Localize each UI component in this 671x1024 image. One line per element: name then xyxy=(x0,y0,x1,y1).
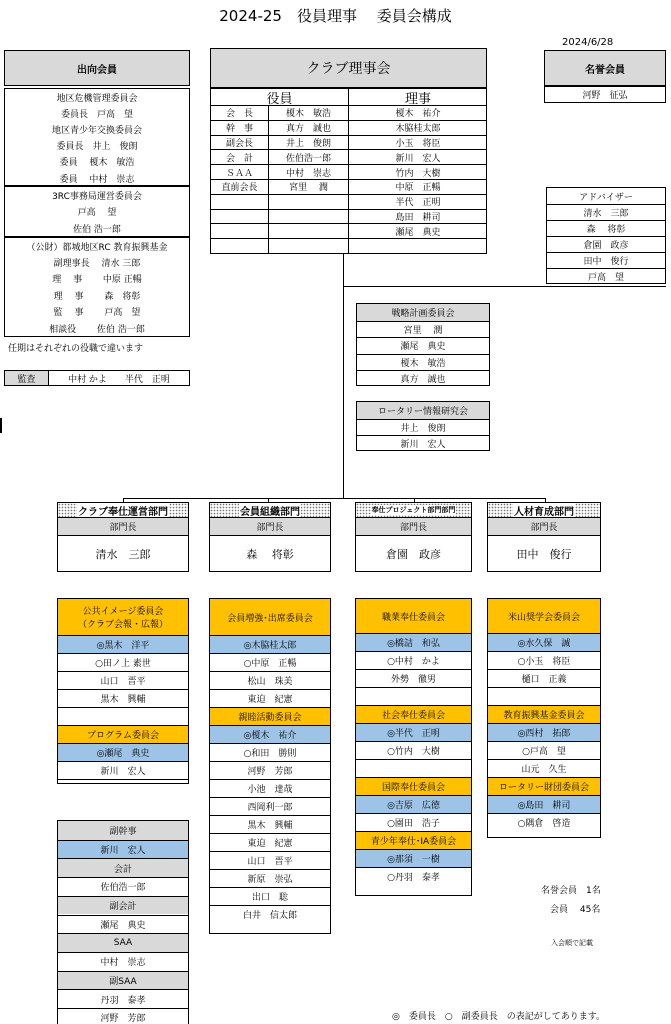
col4-box xyxy=(487,598,601,838)
col2-row-4 xyxy=(210,689,330,707)
col3-row-7 xyxy=(356,741,471,759)
shuko-g3-text-3: 理 事 森 将彰 xyxy=(53,291,141,302)
rotary_info-name-1: 新川 宏人 xyxy=(400,440,446,451)
board-table xyxy=(210,88,487,254)
left-marker xyxy=(0,418,2,433)
col4-text-6: ◎西村 拓郎 xyxy=(517,729,571,739)
col2-text-11: 黒木 興輔 xyxy=(247,821,293,831)
advisor-header-label: アドバイザー xyxy=(579,192,633,203)
col1-text-7: ◎瀬尾 典史 xyxy=(96,749,150,759)
col2-row-6 xyxy=(210,725,330,743)
yakuin-name-5: 宮里 潤 xyxy=(269,180,349,195)
col3-text-6: ◎半代 正明 xyxy=(387,729,440,739)
department-0-head-label: 部門長 xyxy=(109,523,137,533)
col2-row-12 xyxy=(210,833,330,851)
yakuin-role-5: 直前会長 xyxy=(211,180,269,195)
shuko-g1-line-4 xyxy=(5,154,189,170)
advisor-row-3 xyxy=(547,252,665,268)
department-2-title xyxy=(356,503,471,517)
col1b-row-4 xyxy=(58,896,188,915)
col3-row-6 xyxy=(356,723,471,741)
col3-text-1: ◎橋詰 和弘 xyxy=(387,639,440,649)
col1b-row-3 xyxy=(58,877,188,896)
col3-text-9: 国際奉仕委員会 xyxy=(381,783,445,793)
yakuin-role-7 xyxy=(211,210,269,225)
riji-name-8: 瀬尾 典史 xyxy=(349,224,487,239)
shuko-g3-text-2: 理 事 中原 正暢 xyxy=(52,275,142,286)
col2-text-1: ◎木脇桂太郎 xyxy=(243,641,297,651)
col4-text-1: ◎水久保 誠 xyxy=(517,639,571,649)
col4-row-11 xyxy=(488,813,600,831)
senryaku-box xyxy=(356,303,490,386)
col4-text-11: ○隅倉 啓造 xyxy=(517,819,571,829)
col2-row-1 xyxy=(210,635,330,653)
col2-text-14: 新原 崇弘 xyxy=(247,875,293,885)
yakuin-role-2: 副会長 xyxy=(211,136,269,151)
senryaku-name-0: 宮里 潤 xyxy=(403,325,443,336)
shuko-g3-text-4: 監 事 戸高 望 xyxy=(53,308,141,319)
col1b-text-6: SAA xyxy=(113,938,133,949)
department-1-head-label-row xyxy=(210,517,330,535)
connector-depts xyxy=(123,498,545,499)
department-1-head-row xyxy=(210,535,330,572)
col3-row-9 xyxy=(356,777,471,795)
col4-row-4 xyxy=(488,687,600,705)
col1-text-1: ◎黒木 洋平 xyxy=(96,641,150,651)
col1-row-4 xyxy=(58,689,188,707)
col4-text-0: 米山奨学会委員会 xyxy=(507,612,580,623)
page-title: 2024-25 役員理事 委員会構成 xyxy=(219,7,452,25)
col2-row-10 xyxy=(210,797,330,815)
col1-title-0: 公共イメージ委員会 xyxy=(82,607,164,617)
department-3-name: 人材育成部門 xyxy=(513,503,575,517)
col1-text-2: ○田ノ上 素世 xyxy=(95,659,151,669)
rotary_info-header xyxy=(357,402,489,419)
col1-row-0 xyxy=(58,599,188,635)
advisor-name-2: 倉園 政彦 xyxy=(583,241,629,251)
shuko-header xyxy=(4,50,190,86)
shuko-group-1 xyxy=(4,88,190,186)
col2-text-8: 河野 芳郎 xyxy=(247,767,293,777)
department-3-head-label-row xyxy=(488,517,600,535)
col4-row-6 xyxy=(488,723,600,741)
riji-header: 理事 xyxy=(349,89,487,106)
yakuin-name-3: 佐伯浩一郎 xyxy=(269,150,349,165)
department-3 xyxy=(487,502,601,572)
department-3-title xyxy=(488,503,600,517)
kansa-label: 監査 xyxy=(5,371,49,385)
col2-text-4: 東迫 紀憲 xyxy=(247,695,293,705)
col2-text-2: ○中原 正暢 xyxy=(243,659,297,669)
meiyo-name: 河野 征弘 xyxy=(544,86,666,103)
yakuin-name-6 xyxy=(269,195,349,210)
yakuin-name-2: 井上 俊朗 xyxy=(269,136,349,151)
col2-row-8 xyxy=(210,761,330,779)
riji-name-5: 中原 正暢 xyxy=(349,180,487,195)
rotary_info-row-1 xyxy=(357,435,489,452)
advisor-name-4: 戸高 望 xyxy=(587,273,624,283)
riji-name-1: 木脇桂太郎 xyxy=(349,121,487,136)
col4-row-5 xyxy=(488,705,600,723)
shuko-g1-line-0 xyxy=(5,89,189,105)
rotary_info-row-0 xyxy=(357,419,489,436)
col2-text-10: 西岡利一郎 xyxy=(247,803,293,813)
shuko-g1-text-5: 委員 中村 崇志 xyxy=(59,174,135,185)
col2-text-9: 小池 達哉 xyxy=(247,785,293,795)
col3-row-0 xyxy=(356,599,471,633)
col3-row-14 xyxy=(356,867,471,885)
col1b-text-8: 副SAA xyxy=(109,976,137,987)
yakuin-header: 役員 xyxy=(211,89,349,106)
col1-box xyxy=(57,598,189,784)
department-2-head-label-row xyxy=(356,517,471,535)
col4-row-2 xyxy=(488,651,600,669)
senryaku-name-1: 瀬尾 典史 xyxy=(400,342,446,353)
department-2 xyxy=(355,502,472,572)
col3-row-11 xyxy=(356,813,471,831)
yakuin-role-1: 幹 事 xyxy=(211,121,269,136)
shuko-header-label: 出向会員 xyxy=(77,64,117,76)
shuko-g3-line-1 xyxy=(5,254,189,270)
senryaku-header xyxy=(357,304,489,321)
col1b-row-6 xyxy=(58,933,188,952)
col3-row-12 xyxy=(356,831,471,849)
shuko-g1-line-3 xyxy=(5,138,189,154)
advisor-row-4 xyxy=(547,268,665,284)
col2-text-7: ○和田 勝則 xyxy=(243,749,297,759)
yakuin-role-6 xyxy=(211,195,269,210)
col1-text-3: 山口 晋平 xyxy=(100,677,146,687)
legend: ◎ 委員長 ○ 副委員長 の表記がしてあります。 xyxy=(392,1012,605,1022)
col3-text-10: ◎吉原 広徳 xyxy=(387,801,440,811)
yakuin-name-1: 真方 誠也 xyxy=(269,121,349,136)
date-label: 2024/6/28 xyxy=(562,37,614,48)
senryaku-row-3 xyxy=(357,370,489,387)
col3-text-0: 職業奉仕委員会 xyxy=(381,612,445,623)
col3-text-5: 社会奉仕委員会 xyxy=(381,711,445,721)
col4-text-2: ○小玉 将臣 xyxy=(517,657,571,667)
shuko-g1-text-0: 地区危機管理委員会 xyxy=(56,93,138,104)
yakuin-name-4: 中村 崇志 xyxy=(269,165,349,180)
col1b-row-1 xyxy=(58,840,188,859)
shuko-g3-line-5 xyxy=(5,320,189,336)
shuko-g2-line-0 xyxy=(5,187,189,204)
senryaku-name-3: 真方 誠也 xyxy=(400,375,446,386)
col2-text-15: 出口 聡 xyxy=(251,893,288,903)
rotary-info-box xyxy=(356,401,490,451)
advisor-row-2 xyxy=(547,236,665,252)
advisor-name-1: 森 将彰 xyxy=(586,225,626,235)
col2-row-5 xyxy=(210,707,330,725)
shuko-g2-text-0: 3RC事務局運営委員会 xyxy=(52,191,142,202)
col3-row-1 xyxy=(356,633,471,651)
col2-box xyxy=(209,598,331,934)
col2-text-12: 東迫 紀憲 xyxy=(247,839,293,849)
col4-row-1 xyxy=(488,633,600,651)
col2-row-3 xyxy=(210,671,330,689)
senryaku-header-label: 戦略計画委員会 xyxy=(391,308,455,319)
shuko-g1-line-2 xyxy=(5,121,189,137)
kansa-value: 中村 かよ 半代 正明 xyxy=(68,374,170,385)
shuko-g2-line-2 xyxy=(5,220,189,237)
col1-row-9 xyxy=(58,779,188,785)
yakuin-role-3: 会 計 xyxy=(211,150,269,165)
department-2-head: 倉園 政彦 xyxy=(386,548,441,561)
col2-row-2 xyxy=(210,653,330,671)
col2-row-11 xyxy=(210,815,330,833)
col1b-row-5 xyxy=(58,915,188,934)
board-header-label: クラブ理事会 xyxy=(306,61,391,77)
department-1-title xyxy=(210,503,330,517)
col3-text-13: ◎那須 一樹 xyxy=(387,855,440,865)
shuko-g3-line-3 xyxy=(5,287,189,303)
col1b-row-2 xyxy=(58,858,188,877)
col4-row-10 xyxy=(488,795,600,813)
yakuin-role-0: 会 長 xyxy=(211,106,269,121)
col3-text-14: ○丹羽 泰孝 xyxy=(387,873,440,883)
riji-name-9 xyxy=(349,239,487,254)
col2-text-0: 会員増強･出席委員会 xyxy=(227,613,313,624)
advisor-row-1 xyxy=(547,220,665,236)
shuko-group-3 xyxy=(4,237,190,337)
board-header xyxy=(210,48,487,88)
col4-row-0 xyxy=(488,599,600,633)
riji-name-7: 島田 耕司 xyxy=(349,210,487,225)
col1b-box xyxy=(57,820,189,1024)
col1-text-4: 黒木 興輔 xyxy=(100,695,146,705)
col1-row-3 xyxy=(58,671,188,689)
department-0-title xyxy=(58,503,188,517)
connector-advisor xyxy=(343,286,666,287)
shuko-g3-text-1: 副理事長 清水 三郎 xyxy=(53,259,141,270)
department-1-head: 森 将彰 xyxy=(246,548,294,561)
shuko-g3-text-0: （公財）都城地区RC 教育振興基金 xyxy=(26,242,168,253)
col3-text-12: 青少年奉仕･IA委員会 xyxy=(370,837,457,847)
department-0-head-label-row xyxy=(58,517,188,535)
col1-row-7 xyxy=(58,743,188,761)
yakuin-name-8 xyxy=(269,224,349,239)
col1b-row-9 xyxy=(58,989,188,1008)
department-1-head-label: 部門長 xyxy=(256,523,284,533)
col1-row-8 xyxy=(58,761,188,779)
col1-row-5 xyxy=(58,707,188,725)
col4-text-9: ロータリー財団委員会 xyxy=(498,783,589,793)
shuko-g3-line-0 xyxy=(5,238,189,254)
col3-row-8 xyxy=(356,759,471,777)
shuko-g1-line-1 xyxy=(5,105,189,121)
col2-text-13: 山口 晋平 xyxy=(247,857,293,867)
department-2-head-row xyxy=(356,535,471,572)
col1b-row-7 xyxy=(58,952,188,971)
col1b-text-7: 中村 崇志 xyxy=(100,958,146,969)
col4-text-3: 樋口 正義 xyxy=(521,675,567,685)
riji-name-4: 竹内 大樹 xyxy=(349,165,487,180)
riji-name-0: 榎木 祐介 xyxy=(349,106,487,121)
col2-row-7 xyxy=(210,743,330,761)
advisor-row-0 xyxy=(547,204,665,220)
shuko-g3-line-2 xyxy=(5,271,189,287)
col1-row-2 xyxy=(58,653,188,671)
col2-row-9 xyxy=(210,779,330,797)
col4-text-10: ◎島田 耕司 xyxy=(517,801,571,811)
shuko-g3-text-5: 相談役 佐伯 浩一郎 xyxy=(49,324,145,335)
meiyo-header xyxy=(544,50,666,86)
col1b-text-3: 佐伯浩一郎 xyxy=(100,883,146,894)
rotary_info-header-label: ロータリー情報研究会 xyxy=(377,406,468,417)
senryaku-row-2 xyxy=(357,354,489,371)
shuko-g1-text-1: 委員長 戸高 望 xyxy=(60,109,133,120)
shuko-g2-line-1 xyxy=(5,204,189,221)
department-1 xyxy=(209,502,331,572)
advisor-header xyxy=(547,188,665,204)
advisor-name-3: 田中 俊行 xyxy=(583,257,629,267)
col3-text-3: 外勢 徹男 xyxy=(390,675,436,685)
shuko-g3-line-4 xyxy=(5,304,189,320)
col1b-row-0 xyxy=(58,821,188,840)
yakuin-role-8 xyxy=(211,224,269,239)
yakuin-name-9 xyxy=(269,239,349,254)
shuko-note: 任期はそれぞれの役職で違います xyxy=(8,344,144,354)
col4-row-7 xyxy=(488,741,600,759)
advisor-name-0: 清水 三郎 xyxy=(583,209,629,219)
riji-name-3: 新川 宏人 xyxy=(349,150,487,165)
department-0-name: クラブ奉仕運営部門 xyxy=(77,503,169,517)
col3-row-3 xyxy=(356,669,471,687)
col1b-text-4: 副会計 xyxy=(109,902,137,913)
col3-row-2 xyxy=(356,651,471,669)
col4-row-3 xyxy=(488,669,600,687)
department-0 xyxy=(57,502,189,572)
col1b-text-5: 瀬尾 典史 xyxy=(100,920,146,931)
kansa-box xyxy=(4,370,190,386)
col3-text-7: ○竹内 大樹 xyxy=(387,747,440,757)
shuko-g1-text-4: 委員 榎木 敏浩 xyxy=(59,158,135,169)
riji-name-2: 小玉 将臣 xyxy=(349,136,487,151)
col3-row-4 xyxy=(356,687,471,705)
col4-text-5: 教育振興基金委員会 xyxy=(503,711,585,721)
shuko-g1-line-5 xyxy=(5,170,189,186)
col1-row-1 xyxy=(58,635,188,653)
department-2-head-label: 部門長 xyxy=(399,523,427,533)
senryaku-row-0 xyxy=(357,321,489,338)
department-3-head-row xyxy=(488,535,600,572)
col1-subtitle-0: （クラブ会報・広報） xyxy=(77,620,168,630)
col2-text-6: ◎榎木 祐介 xyxy=(243,731,297,741)
shuko-g1-text-2: 地区青少年交換委員会 xyxy=(51,125,142,136)
senryaku-name-2: 榎木 敏浩 xyxy=(400,358,446,369)
col2-row-16 xyxy=(210,905,330,923)
col3-row-5 xyxy=(356,705,471,723)
col1b-row-8 xyxy=(58,971,188,990)
col1b-text-2: 会計 xyxy=(113,864,132,875)
connector-trunk xyxy=(343,254,344,498)
col2-text-3: 松山 珠美 xyxy=(247,677,293,687)
col3-text-11: ○園田 浩子 xyxy=(387,819,440,829)
kaiin-count: 会員 45名 xyxy=(550,905,601,915)
department-2-name: 奉仕プロジェクト部門部門 xyxy=(371,506,456,514)
rotary_info-name-0: 井上 俊朗 xyxy=(400,423,446,434)
meiyo-count: 名誉会員 1名 xyxy=(541,886,601,896)
meiyo-header-label: 名誉会員 xyxy=(585,64,625,76)
yakuin-name-0: 榎木 敏浩 xyxy=(269,106,349,121)
col4-row-8 xyxy=(488,759,600,777)
col3-row-10 xyxy=(356,795,471,813)
shuko-g2-text-1: 戸高 望 xyxy=(77,208,117,219)
advisor-box xyxy=(546,187,666,284)
department-3-head: 田中 俊行 xyxy=(516,548,572,561)
order-note: 入会順で記載 xyxy=(551,939,593,947)
col2-text-5: 親睦活動委員会 xyxy=(238,713,302,723)
col1b-text-9: 丹羽 泰孝 xyxy=(100,995,146,1006)
col1-text-8: 新川 宏人 xyxy=(100,767,146,777)
department-1-name: 会員組織部門 xyxy=(239,503,301,517)
yakuin-role-9 xyxy=(211,239,269,254)
shuko-g2-text-2: 佐伯 浩一郎 xyxy=(73,224,121,235)
riji-name-6: 半代 正明 xyxy=(349,195,487,210)
col3-text-2: ○中村 かよ xyxy=(387,657,440,667)
col3-box xyxy=(355,598,472,896)
col2-text-16: 白井 信太郎 xyxy=(242,911,297,921)
yakuin-role-4: ＳＡＡ xyxy=(211,165,269,180)
col1b-row-10 xyxy=(58,1008,188,1024)
col1-text-6: プログラム委員会 xyxy=(87,731,159,741)
col3-row-13 xyxy=(356,849,471,867)
col1b-text-1: 新川 宏人 xyxy=(100,846,146,857)
shuko-g1-text-3: 委員長 井上 俊朗 xyxy=(56,142,138,153)
col1b-text-0: 副幹事 xyxy=(109,826,137,837)
col4-text-8: 山元 久生 xyxy=(521,765,567,775)
shuko-group-2 xyxy=(4,186,190,237)
col2-row-0 xyxy=(210,599,330,635)
yakuin-name-7 xyxy=(269,210,349,225)
department-0-head-row xyxy=(58,535,188,572)
col2-row-15 xyxy=(210,887,330,905)
senryaku-row-1 xyxy=(357,337,489,354)
col2-row-13 xyxy=(210,851,330,869)
col1b-text-10: 河野 芳郎 xyxy=(100,1014,146,1024)
col1-row-6 xyxy=(58,725,188,743)
department-3-head-label: 部門長 xyxy=(530,523,558,533)
col4-row-9 xyxy=(488,777,600,795)
department-0-head: 清水 三郎 xyxy=(95,548,151,561)
col2-row-14 xyxy=(210,869,330,887)
col4-text-7: ○戸高 望 xyxy=(522,747,566,757)
